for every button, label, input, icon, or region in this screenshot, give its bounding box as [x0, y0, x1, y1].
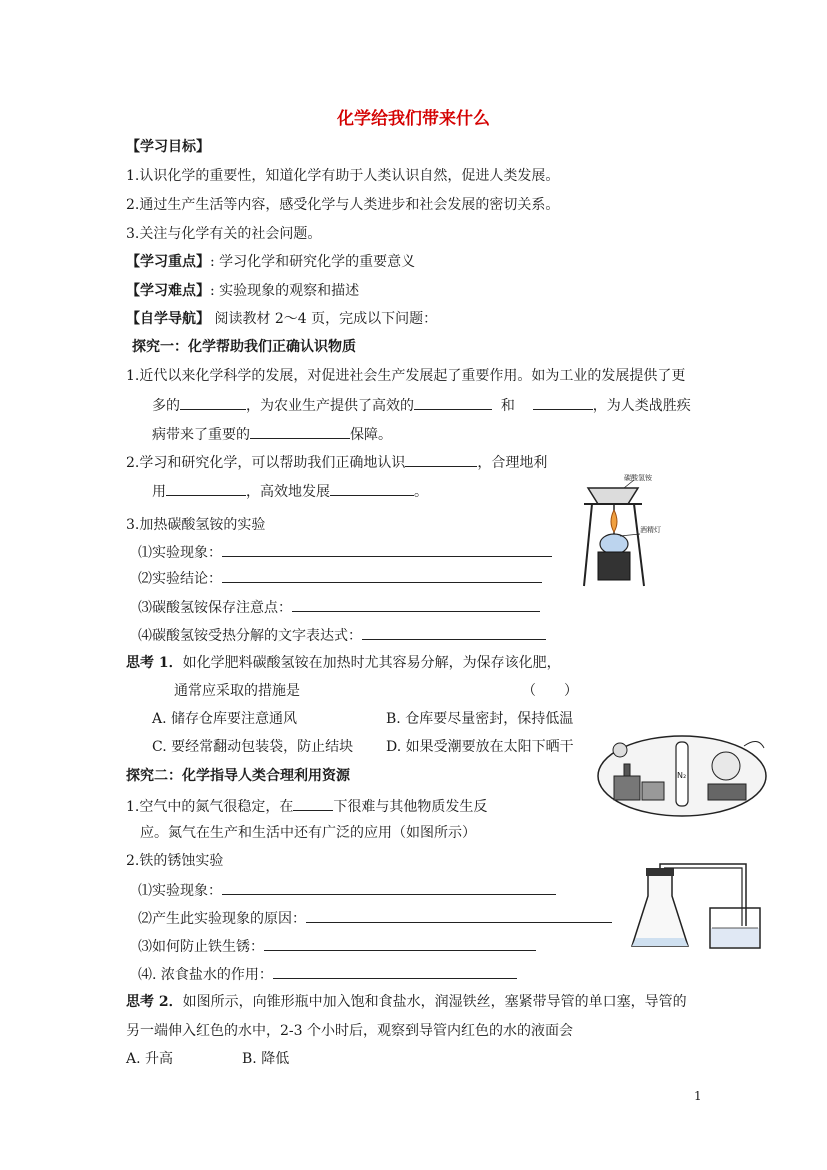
inquiry2-q2-4 — [138, 964, 517, 984]
think2-line2: 另一端伸入红色的水中，2-3 个小时后，观察到导管内红色的水的液面会 — [126, 1023, 573, 1039]
blank[interactable] — [405, 452, 477, 467]
text: 和 — [500, 398, 515, 414]
blank[interactable] — [414, 395, 492, 410]
rusting-apparatus-figure — [628, 860, 764, 952]
inquiry1-heading: 探究一：化学帮助我们正确认识物质 — [132, 339, 356, 355]
text: 下很难与其他物质发生反 — [333, 799, 488, 815]
text: ⑶碳酸氢铵保存注意点： — [138, 600, 292, 616]
focus-label: 【学习重点】 — [126, 254, 210, 270]
text: ⑵实验结论： — [138, 571, 222, 587]
inquiry2-q2-2 — [138, 908, 612, 928]
nav-label: 【自学导航】 — [126, 311, 210, 327]
difficulty-label: 【学习难点】 — [126, 283, 210, 299]
blank[interactable] — [180, 395, 246, 410]
inquiry1-q1-line3 — [152, 424, 392, 444]
blank[interactable] — [222, 568, 542, 583]
blank[interactable] — [293, 796, 333, 811]
inquiry1-q3-1 — [138, 542, 552, 562]
blank[interactable] — [330, 481, 414, 496]
difficulty-text: : 实验现象的观察和描述 — [210, 283, 360, 299]
inquiry1-q3-3 — [138, 597, 540, 617]
nav-line — [126, 310, 437, 328]
blank[interactable] — [250, 424, 350, 439]
blank[interactable] — [362, 625, 546, 640]
think1-line2: 通常应采取的措施是 — [174, 683, 300, 699]
focus-text: : 学习化学和研究化学的重要意义 — [210, 254, 416, 270]
heating-apparatus-figure — [578, 470, 661, 588]
fig-label-lamp: 酒精灯 — [640, 526, 661, 534]
blank[interactable] — [306, 908, 612, 923]
text: ，合理地利 — [477, 455, 548, 471]
text: ⑷. 浓食盐水的作用： — [138, 967, 273, 983]
goal-2: 2.通过生产生活等内容，感受化学与人类进步和社会发展的密切关系。 — [126, 197, 560, 213]
inquiry1-q1-line2 — [152, 395, 691, 415]
text: 用 — [152, 484, 166, 500]
blank[interactable] — [273, 964, 517, 979]
inquiry2-heading: 探究二：化学指导人类合理利用资源 — [126, 768, 350, 784]
text: 如图所示，向锥形瓶中加入饱和食盐水，润湿铁丝，塞紧带导管的单口塞，导管的 — [182, 994, 687, 1010]
think1-label: 思考 1． — [126, 655, 183, 671]
think2-option-a: A. 升高 — [126, 1051, 174, 1067]
think1-option-b: B. 仓库要尽量密封，保持低温 — [386, 711, 574, 727]
text: ⑴实验现象： — [138, 883, 222, 899]
think2-option-b: B. 降低 — [242, 1051, 290, 1067]
text: ⑷碳酸氢铵受热分解的文字表达式： — [138, 628, 362, 644]
text: ⑵产生此实验现象的原因： — [138, 911, 306, 927]
inquiry1-q2-line1 — [126, 452, 547, 472]
think2-line1 — [126, 993, 687, 1011]
page-number: 1 — [694, 1089, 702, 1103]
text: 多的 — [152, 398, 180, 414]
fig-label-n2: N₂ — [677, 771, 687, 780]
inquiry2-q2-1 — [138, 880, 556, 900]
blank[interactable] — [166, 481, 246, 496]
fig-label-nh4hco3: 碳酸氢铵 — [624, 474, 652, 482]
text: ，高效地发展 — [246, 484, 330, 500]
blank[interactable] — [264, 936, 536, 951]
text: ⑶如何防止铁生锈： — [138, 939, 264, 955]
text: ⑴实验现象： — [138, 545, 222, 561]
blank[interactable] — [222, 880, 556, 895]
inquiry1-q3: 3.加热碳酸氢铵的实验 — [126, 517, 266, 533]
think2-label: 思考 2． — [126, 994, 183, 1010]
inquiry2-q1-line1 — [126, 796, 487, 816]
focus-line — [126, 253, 415, 271]
inquiry2-q1-line2: 应。氮气在生产和生活中还有广泛的应用（如图所示） — [140, 825, 476, 841]
inquiry1-q2-line2 — [152, 481, 428, 501]
think1-option-a: A. 储存仓库要注意通风 — [152, 711, 298, 727]
inquiry2-q2: 2.铁的锈蚀实验 — [126, 853, 224, 869]
nav-text: 阅读教材 2～4 页，完成以下问题： — [210, 311, 438, 327]
text: 保障。 — [350, 427, 392, 443]
difficulty-line — [126, 282, 359, 300]
text: 如化学肥料碳酸氢铵在加热时尤其容易分解，为保存该化肥， — [182, 655, 561, 671]
text: ，为人类战胜疾 — [592, 398, 691, 414]
goals-header: 【学习目标】 — [126, 139, 210, 155]
think1-option-c: C. 要经常翻动包装袋，防止结块 — [152, 739, 354, 755]
text: ，为农业生产提供了高效的 — [246, 398, 414, 414]
inquiry1-q3-4 — [138, 625, 546, 645]
think1-line1 — [126, 654, 561, 672]
inquiry2-q2-3 — [138, 936, 536, 956]
nitrogen-uses-figure — [594, 728, 770, 820]
text: 病带来了重要的 — [152, 427, 250, 443]
inquiry1-q3-2 — [138, 568, 542, 588]
page-title: 化学给我们带来什么 — [337, 109, 490, 129]
text: 。 — [414, 484, 428, 500]
goal-3: 3.关注与化学有关的社会问题。 — [126, 226, 322, 242]
inquiry1-q1-line1: 1.近代以来化学科学的发展，对促进社会生产发展起了重要作用。如为工业的发展提供了更 — [126, 368, 686, 384]
blank[interactable] — [222, 542, 552, 557]
text: 2.学习和研究化学，可以帮助我们正确地认识 — [126, 455, 406, 471]
think1-paren: （ ） — [522, 683, 578, 699]
blank[interactable] — [533, 395, 593, 410]
goal-1: 1.认识化学的重要性，知道化学有助于人类认识自然，促进人类发展。 — [126, 168, 560, 184]
text: 1.空气中的氮气很稳定，在 — [126, 799, 294, 815]
blank[interactable] — [292, 597, 540, 612]
think1-option-d: D. 如果受潮要放在太阳下晒干 — [386, 739, 574, 755]
